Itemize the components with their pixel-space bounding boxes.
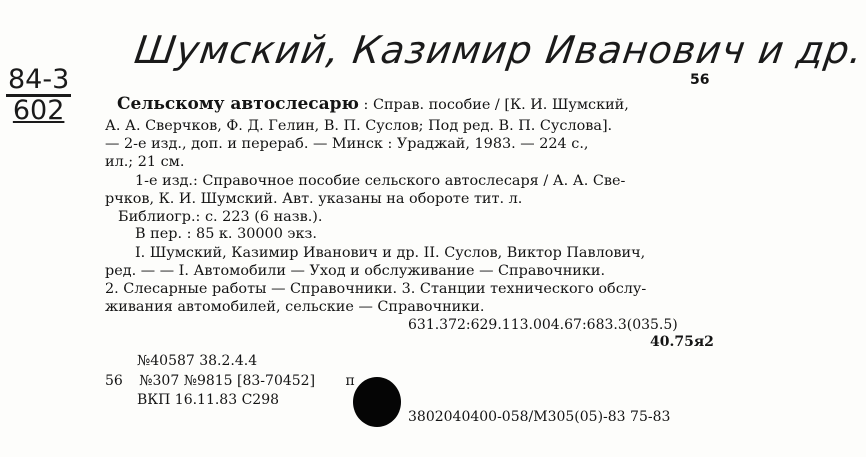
bbk-code: 40.75я2: [650, 334, 714, 350]
entry-note-authors: рчков, К. И. Шумский. Авт. указаны на обороте тит. л.: [105, 191, 523, 207]
udc-code: 631.372:629.113.004.67:683.3(035.5): [408, 317, 678, 333]
footer-tail: п: [345, 373, 355, 389]
entry-note-edition: 1-е изд.: Справочное пособие сельского автослесаря / А. А. Све-: [135, 173, 626, 189]
footer-number: 56: [105, 373, 123, 389]
handwritten-author: Шумский, Казимир Иванович и др.: [131, 28, 866, 72]
entry-text: : Справ. пособие / [К. И. Шумский,: [358, 97, 629, 113]
shelf-mark-top: 84-3: [8, 64, 70, 95]
ink-blot: [353, 377, 401, 427]
entry-line-4: ил.; 21 см.: [105, 154, 185, 170]
author-mark-number: 56: [690, 72, 710, 88]
shelf-mark: [6, 66, 71, 125]
entry-tracing-2: ред. — — I. Автомобили — Уход и обслуживание — Справочники.: [105, 263, 606, 279]
footer-line-1: №40587 38.2.4.4: [137, 353, 258, 369]
entry-tracing-4: живания автомобилей, сельские — Справочники.: [105, 299, 485, 315]
entry-bibliography: Библиогр.: с. 223 (6 назв.).: [118, 209, 323, 225]
entry-line-1: [117, 96, 629, 114]
book-title: Сельскому автослесарю: [117, 94, 359, 114]
publisher-code: 3802040400-058/М305(05)-83 75-83: [408, 409, 671, 425]
entry-line-3: — 2-е изд., доп. и перераб. — Минск : Ураджай, 1983. — 224 с.,: [105, 136, 589, 152]
entry-line-2: А. А. Сверчков, Ф. Д. Гелин, В. П. Суслов; Под ред. В. П. Суслова].: [105, 118, 613, 134]
footer-registration: №307 №9815 [83-70452]: [139, 373, 316, 389]
footer-line-2: [105, 373, 355, 389]
entry-price: В пер. : 85 к. 30000 экз.: [135, 226, 317, 242]
entry-tracing-1: I. Шумский, Казимир Иванович и др. II. Суслов, Виктор Павлович,: [135, 245, 646, 261]
shelf-mark-bottom: 602: [12, 95, 65, 126]
footer-line-3: ВКП 16.11.83 С298: [137, 392, 280, 408]
entry-tracing-3: 2. Слесарные работы — Справочники. 3. Станции технического обслу-: [105, 281, 647, 297]
